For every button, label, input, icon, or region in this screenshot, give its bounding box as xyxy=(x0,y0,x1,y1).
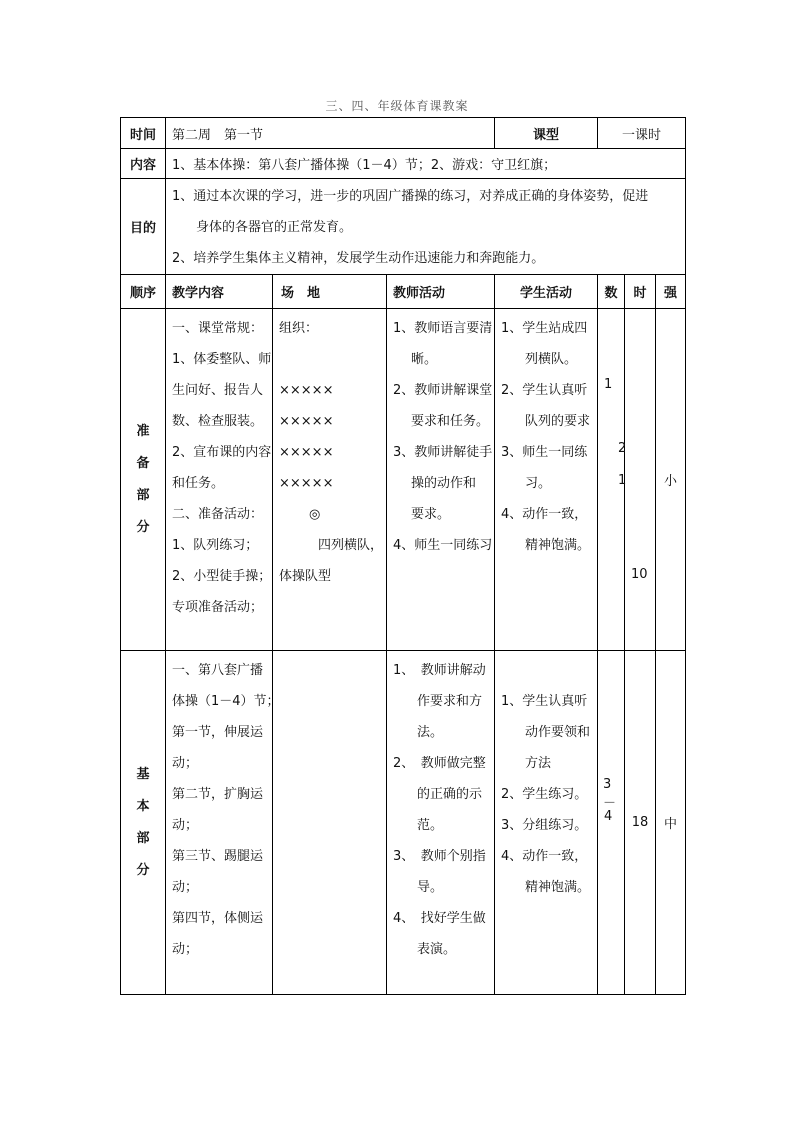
basic-site xyxy=(273,651,387,995)
basic-time: 18 xyxy=(625,651,656,995)
lesson-type-value: 一课时 xyxy=(598,118,686,149)
col-teacher: 教师活动 xyxy=(387,275,495,309)
lesson-plan-table xyxy=(120,117,686,995)
goal-label: 目的 xyxy=(121,179,166,275)
goal-line: 2、培养学生集体主义精神，发展学生动作迅速能力和奔跑能力。 xyxy=(172,251,545,266)
goal-text xyxy=(166,179,686,275)
section-name-basic: 基 本 部 分 xyxy=(121,651,166,995)
col-count: 数 xyxy=(598,275,625,309)
formation-row: ××××× xyxy=(279,445,334,460)
document-title: 三、四、年级体育课教案 xyxy=(325,99,469,113)
prep-time: 10 xyxy=(625,309,656,651)
col-content: 教学内容 xyxy=(166,275,273,309)
prep-content: 一、课堂常规： 1、体委整队、师 生问好、报告人 数、检查服装。 2、宣布课的内容 和任务。 二、准备活动： 1、队列练习； 2、小型徒手操； 专项准备活动； xyxy=(166,309,273,651)
content-label: 内容 xyxy=(121,149,166,179)
col-time: 时 xyxy=(625,275,656,309)
formation-row: ××××× xyxy=(279,476,334,491)
content-value: 1、基本体操：第八套广播体操（1－4）节；2、游戏：守卫红旗； xyxy=(166,149,686,179)
formation-row: ××××× xyxy=(279,383,334,398)
lesson-type-label: 课型 xyxy=(495,118,598,149)
basic-intensity: 中 xyxy=(656,651,686,995)
col-student: 学生活动 xyxy=(495,275,598,309)
time-value: 第二周 第一节 xyxy=(166,118,495,149)
prep-site: 组织： ××××× ××××× ××××× ××××× ◎ 四列横队， 体操队型 xyxy=(273,309,387,651)
prep-intensity: 小 xyxy=(656,309,686,651)
prep-teacher: 1、教师语言要清 晰。 2、教师讲解课堂 要求和任务。 3、教师讲解徒手 操的动作和 要求。 4、师生一同练习 xyxy=(387,309,495,651)
goal-line: 身体的各器官的正常发育。 xyxy=(196,220,353,235)
section-name-prep: 准 备 部 分 xyxy=(121,309,166,651)
teacher-position-mark: ◎ xyxy=(309,507,321,522)
col-intensity: 强 xyxy=(656,275,686,309)
basic-teacher: 1、 教师讲解动 作要求和方 法。 2、 教师做完整 的正确的示 范。 3、 教师个别指 导。 4、 找好学生做 表演。 xyxy=(387,651,495,995)
prep-count: 1 2 1 xyxy=(598,309,625,651)
time-label: 时间 xyxy=(121,118,166,149)
basic-student: 1、学生认真听 动作要领和 方法 2、学生练习。 3、分组练习。 4、动作一致， 精神饱满。 xyxy=(495,651,598,995)
col-order: 顺序 xyxy=(121,275,166,309)
col-site: 场 地 xyxy=(273,275,387,309)
goal-line: 1、通过本次课的学习，进一步的巩固广播操的练习，对养成正确的身体姿势，促进 xyxy=(172,189,649,204)
formation-row: ××××× xyxy=(279,414,334,429)
basic-content: 一、第八套广播 体操（1－4）节； 第一节，伸展运 动； 第二节，扩胸运 动； 第三节、踢腿运 动； 第四节，体侧运 动； xyxy=(166,651,273,995)
prep-student: 1、学生站成四 列横队。 2、学生认真听 队列的要求 3、师生一同练 习。 4、动作一致， 精神饱满。 xyxy=(495,309,598,651)
basic-count: 3－ 4 xyxy=(598,651,625,995)
